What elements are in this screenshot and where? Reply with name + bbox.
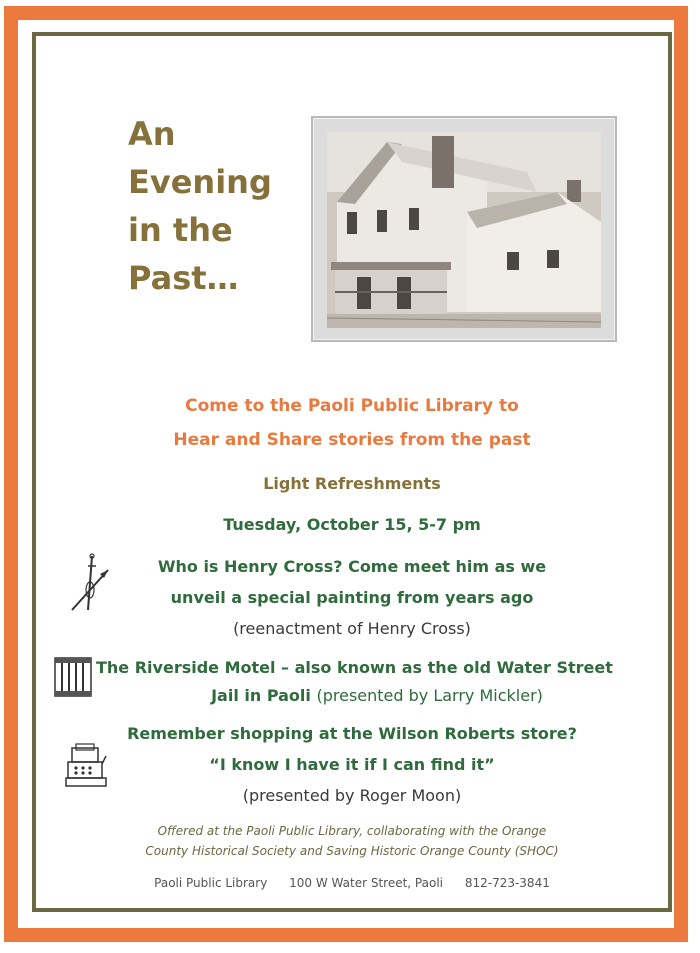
invite-line-2: Hear and Share stories from the past (173, 430, 531, 450)
footer-library-name: Paoli Public Library (154, 876, 268, 890)
note-line-1: Offered at the Paoli Public Library, collaborating with the Orange (157, 824, 547, 838)
event-date: Tuesday, October 15, 5-7 pm (223, 515, 481, 534)
title-line: in the (128, 211, 233, 249)
item2-line2-bold: Jail in Paoli (211, 686, 311, 705)
item2-line1: The Riverside Motel – also known as the old Water Street (96, 658, 613, 677)
refreshments: Light Refreshments (263, 474, 441, 493)
note-line-2: County Historical Society and Saving Historic Orange County (SHOC) (145, 844, 559, 858)
title-line: Evening (128, 163, 272, 201)
footer-phone: 812-723-3841 (464, 876, 550, 890)
poster-title (128, 110, 308, 302)
item3-line2: “I know I have it if I can find it” (209, 755, 495, 774)
item1-line3: (reenactment of Henry Cross) (233, 619, 471, 638)
item2-line2 (96, 686, 658, 705)
house-photo-image (327, 132, 601, 328)
item3-line3: (presented by Roger Moon) (242, 786, 462, 805)
title-line: Past… (128, 259, 239, 297)
house-photo (311, 116, 617, 342)
title-line: An (128, 115, 176, 153)
footer (40, 876, 664, 890)
invite-line-1: Come to the Paoli Public Library to (185, 396, 519, 416)
item2-line2-normal: (presented by Larry Mickler) (316, 686, 543, 705)
item3-line1: Remember shopping at the Wilson Roberts store? (127, 724, 577, 743)
item1-line1: Who is Henry Cross? Come meet him as we (157, 557, 547, 576)
item1-line2: unveil a special painting from years ago (170, 588, 534, 607)
footer-address: 100 W Water Street, Paoli (289, 876, 443, 890)
jail-cell-icon (54, 657, 92, 697)
